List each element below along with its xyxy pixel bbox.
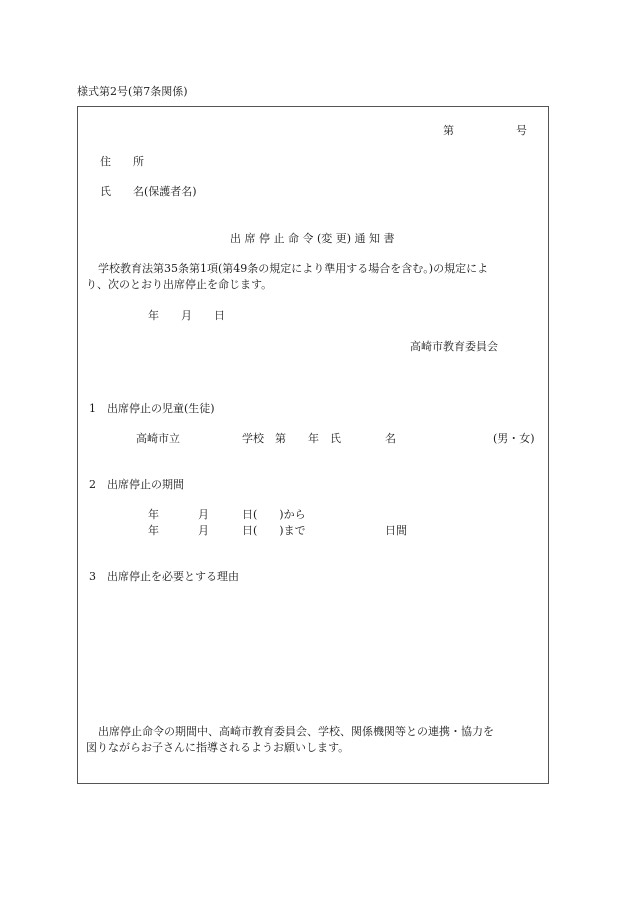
issue-date: 年 月 日 (148, 309, 225, 322)
number-dai: 第 (443, 124, 454, 137)
form-label: 様式第2号(第7条関係) (77, 85, 188, 98)
address-label: 住 所 (100, 155, 144, 168)
footer-line-2: 図りながらお子さんに指導されるようお願いします。 (86, 741, 350, 754)
body-line-2: り、次のとおり出席停止を命じます。 (86, 278, 273, 291)
body-line-1: 学校教育法第35条第1項(第49条の規定により準用する場合を含む。)の規定によ (98, 262, 489, 275)
period-from-day: 日( )から (242, 508, 306, 521)
school-city: 高崎市立 (136, 432, 180, 445)
document-frame (77, 106, 549, 784)
section-3-heading: 3 出席停止を必要とする理由 (89, 570, 239, 583)
section-1-heading: 1 出席停止の児童(生徒) (89, 402, 215, 415)
period-until-day: 日( )まで (242, 524, 306, 537)
number-go: 号 (516, 124, 527, 137)
period-from-month: 月 (198, 508, 209, 521)
period-until-year: 年 (148, 524, 159, 537)
guardian-name-label: 氏 名(保護者名) (100, 185, 197, 198)
period-days: 日間 (385, 524, 407, 537)
school-grade-name: 学校 第 年 氏 (242, 432, 341, 445)
period-from-year: 年 (148, 508, 159, 521)
footer-line-1: 出席停止命令の期間中、高崎市教育委員会、学校、関係機関等との連携・協力を (98, 725, 494, 738)
document-title: 出 席 停 止 命 令 (変 更) 通 知 書 (230, 232, 395, 245)
gender-field: (男・女) (493, 432, 535, 445)
section-2-heading: 2 出席停止の期間 (89, 478, 184, 491)
student-name-char: 名 (385, 432, 396, 445)
issuer: 高崎市教育委員会 (410, 340, 498, 353)
period-until-month: 月 (198, 524, 209, 537)
